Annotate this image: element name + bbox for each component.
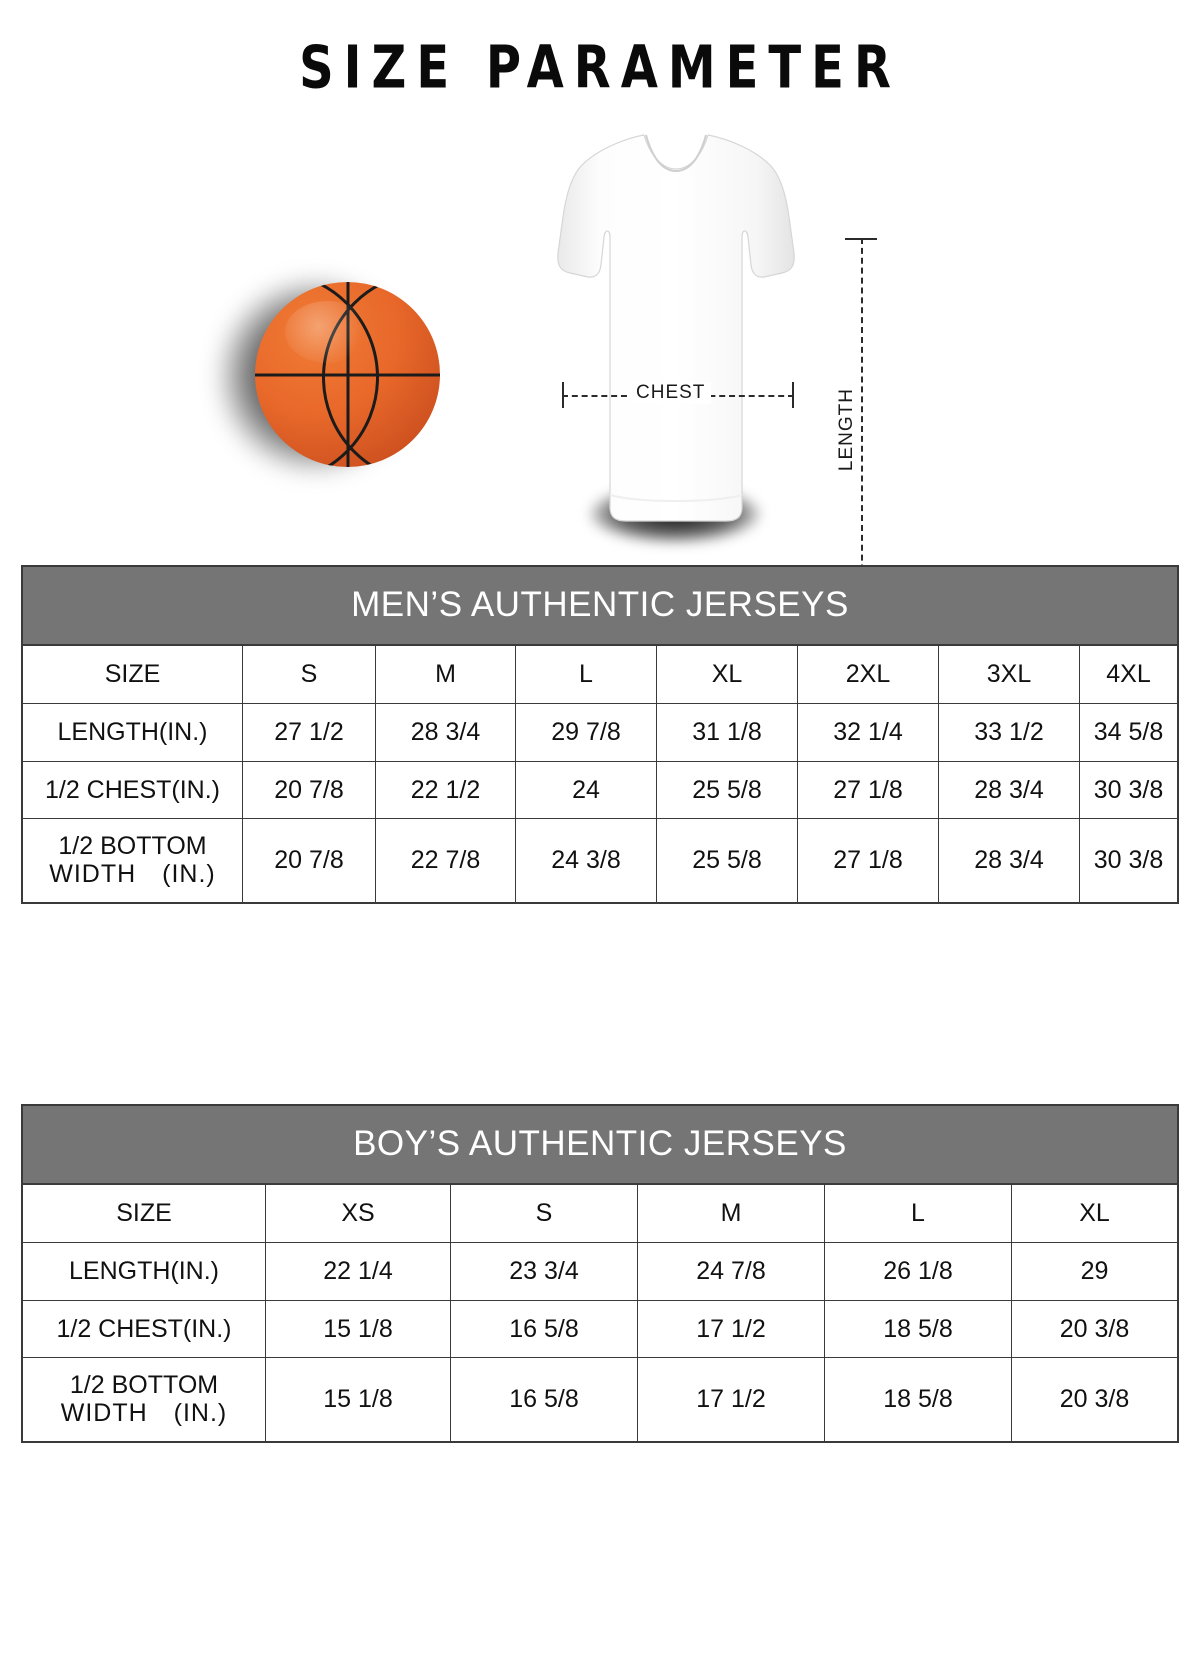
table-row — [23, 819, 1177, 903]
mens-length-l: 29 7/8 — [516, 703, 657, 761]
boys-bottom-xl: 20 3/8 — [1012, 1358, 1178, 1442]
length-measure-label: LENGTH — [836, 382, 858, 477]
illustration-area — [0, 110, 1200, 555]
boys-size-table — [21, 1104, 1179, 1443]
boys-row-label-chest: 1/2 CHEST(IN.) — [23, 1300, 266, 1358]
mens-bottom-xl: 25 5/8 — [657, 819, 798, 903]
chest-measure-label: CHEST — [630, 382, 711, 404]
boys-length-s: 23 3/4 — [451, 1242, 638, 1300]
mens-col-xl: XL — [657, 646, 798, 703]
mens-bottom-4xl: 30 3/8 — [1080, 819, 1178, 903]
table-row — [23, 703, 1177, 761]
chest-measure-cap-left — [562, 382, 564, 408]
page-title: SIZE PARAMETER — [299, 34, 901, 103]
boys-length-xl: 29 — [1012, 1242, 1178, 1300]
boys-bottom-xs: 15 1/8 — [266, 1358, 451, 1442]
length-measure-cap-top — [845, 238, 877, 240]
mens-bottom-s: 20 7/8 — [243, 819, 376, 903]
boys-chest-m: 17 1/2 — [638, 1300, 825, 1358]
mens-bottom-m: 22 7/8 — [376, 819, 516, 903]
table-row — [23, 1242, 1177, 1300]
mens-col-2xl: 2XL — [798, 646, 939, 703]
boys-row-label-length: LENGTH(IN.) — [23, 1242, 266, 1300]
mens-col-3xl: 3XL — [939, 646, 1080, 703]
boys-col-m: M — [638, 1185, 825, 1242]
mens-chest-4xl: 30 3/8 — [1080, 761, 1178, 819]
boys-bottom-m: 17 1/2 — [638, 1358, 825, 1442]
mens-bottom-l: 24 3/8 — [516, 819, 657, 903]
mens-row-label-bottom-width — [23, 819, 243, 903]
boys-col-size: SIZE — [23, 1185, 266, 1242]
boys-col-xs: XS — [266, 1185, 451, 1242]
mens-chest-3xl: 28 3/4 — [939, 761, 1080, 819]
mens-size-table — [21, 565, 1179, 904]
boys-chest-xs: 15 1/8 — [266, 1300, 451, 1358]
mens-length-m: 28 3/4 — [376, 703, 516, 761]
length-measure-line — [861, 238, 863, 620]
boys-chest-xl: 20 3/8 — [1012, 1300, 1178, 1358]
basketball-icon — [233, 270, 448, 485]
jersey-illustration — [552, 125, 800, 537]
boys-row-label-bottom-width-line2: WIDTH (IN.) — [60, 1398, 228, 1427]
boys-length-m: 24 7/8 — [638, 1242, 825, 1300]
mens-chest-2xl: 27 1/8 — [798, 761, 939, 819]
chest-measure-cap-right — [792, 382, 794, 408]
mens-row-label-length: LENGTH(IN.) — [23, 703, 243, 761]
mens-col-size: SIZE — [23, 646, 243, 703]
table-row-header — [23, 646, 1177, 703]
boys-col-xl: XL — [1012, 1185, 1178, 1242]
boys-col-s: S — [451, 1185, 638, 1242]
boys-chest-s: 16 5/8 — [451, 1300, 638, 1358]
mens-length-xl: 31 1/8 — [657, 703, 798, 761]
mens-col-4xl: 4XL — [1080, 646, 1178, 703]
mens-col-l: L — [516, 646, 657, 703]
boys-col-l: L — [825, 1185, 1012, 1242]
basketball-body — [255, 282, 440, 467]
boys-bottom-l: 18 5/8 — [825, 1358, 1012, 1442]
mens-length-2xl: 32 1/4 — [798, 703, 939, 761]
mens-row-label-chest: 1/2 CHEST(IN.) — [23, 761, 243, 819]
boys-length-l: 26 1/8 — [825, 1242, 1012, 1300]
boys-row-label-bottom-width — [23, 1358, 266, 1442]
mens-length-3xl: 33 1/2 — [939, 703, 1080, 761]
mens-chest-xl: 25 5/8 — [657, 761, 798, 819]
table-row — [23, 761, 1177, 819]
mens-chest-l: 24 — [516, 761, 657, 819]
table-row-header — [23, 1185, 1177, 1242]
table-row — [23, 1300, 1177, 1358]
table-row — [23, 1358, 1177, 1442]
mens-length-s: 27 1/2 — [243, 703, 376, 761]
mens-table — [23, 646, 1177, 902]
boys-row-label-bottom-width-line1: 1/2 BOTTOM — [69, 1371, 219, 1400]
mens-col-s: S — [243, 646, 376, 703]
mens-chest-m: 22 1/2 — [376, 761, 516, 819]
boys-bottom-s: 16 5/8 — [451, 1358, 638, 1442]
mens-chest-s: 20 7/8 — [243, 761, 376, 819]
mens-bottom-3xl: 28 3/4 — [939, 819, 1080, 903]
mens-row-label-bottom-width-line1: 1/2 BOTTOM — [58, 832, 207, 861]
boys-table-header: BOY’S AUTHENTIC JERSEYS — [23, 1106, 1177, 1185]
mens-row-label-bottom-width-line2: WIDTH (IN.) — [49, 859, 216, 888]
mens-table-header: MEN’S AUTHENTIC JERSEYS — [23, 567, 1177, 646]
mens-length-4xl: 34 5/8 — [1080, 703, 1178, 761]
mens-col-m: M — [376, 646, 516, 703]
boys-chest-l: 18 5/8 — [825, 1300, 1012, 1358]
mens-bottom-2xl: 27 1/8 — [798, 819, 939, 903]
jersey-shape-icon — [552, 125, 800, 537]
boys-length-xs: 22 1/4 — [266, 1242, 451, 1300]
boys-table — [23, 1185, 1177, 1441]
